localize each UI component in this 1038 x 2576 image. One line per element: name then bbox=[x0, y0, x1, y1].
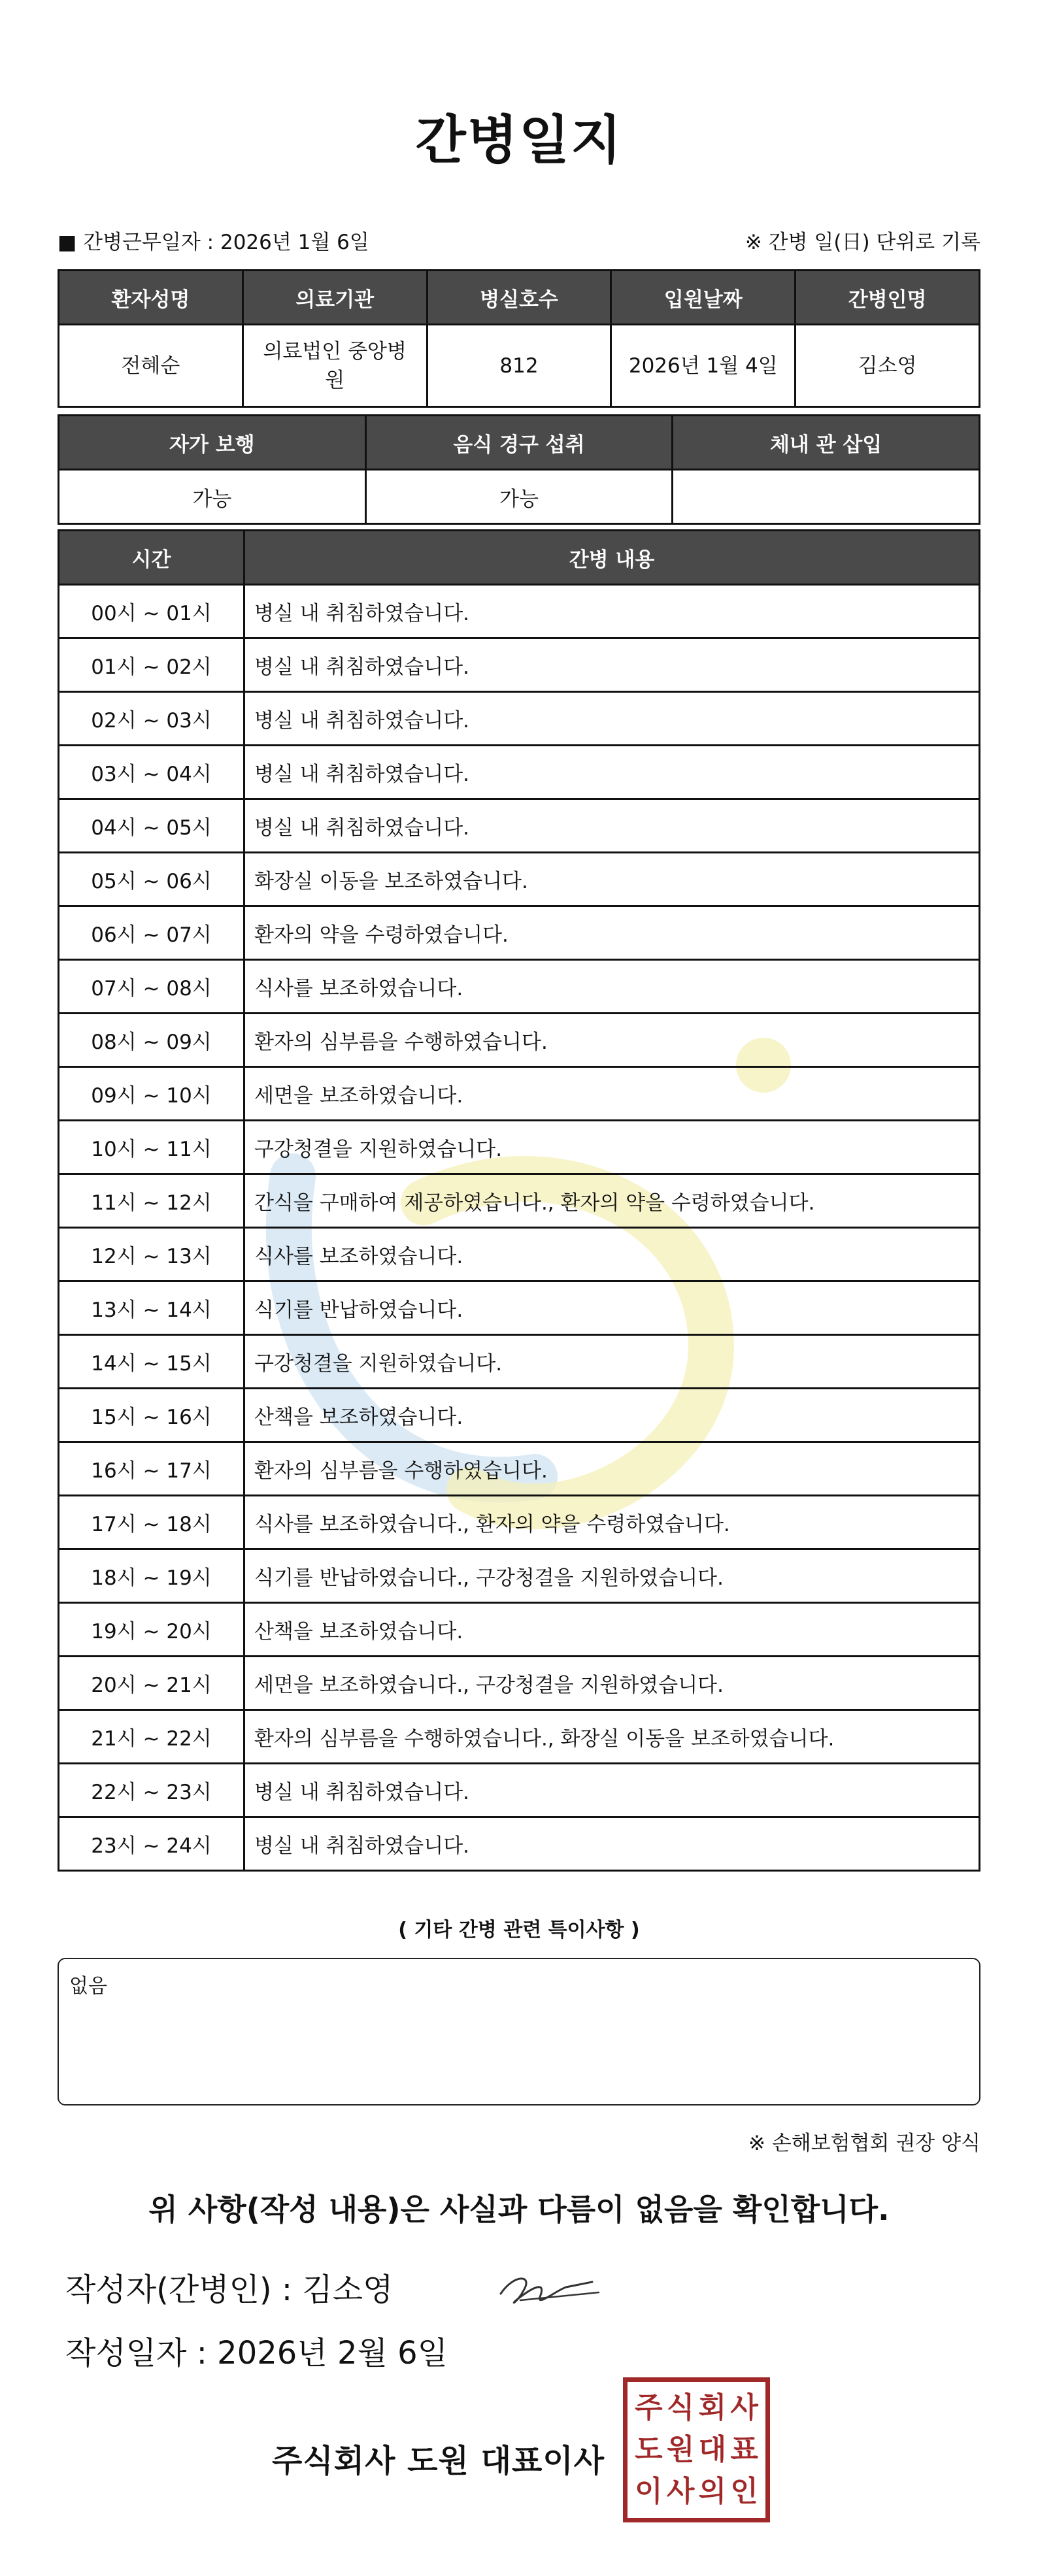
seal-char: 이 bbox=[635, 2475, 663, 2508]
special-notes-title: ( 기타 간병 관련 특이사항 ) bbox=[398, 1919, 640, 1941]
care-content-cell: 산책을 보조하였습니다. bbox=[244, 1603, 980, 1657]
seal-char: 식 bbox=[666, 2391, 695, 2424]
table-row bbox=[59, 585, 980, 638]
time-cell: 05시 ~ 06시 bbox=[59, 853, 244, 906]
table-row bbox=[59, 325, 980, 407]
time-cell: 23시 ~ 24시 bbox=[59, 1817, 244, 1871]
table-row bbox=[59, 1121, 980, 1174]
table-header-row bbox=[59, 271, 980, 325]
time-cell: 00시 ~ 01시 bbox=[59, 585, 244, 638]
time-cell: 16시 ~ 17시 bbox=[59, 1442, 244, 1496]
tube-value bbox=[673, 470, 980, 524]
header-hospital: 의료기관 bbox=[243, 271, 427, 325]
care-content-cell: 식사를 보조하였습니다., 환자의 약을 수령하였습니다. bbox=[244, 1496, 980, 1549]
care-content-cell: 병실 내 취침하였습니다. bbox=[244, 692, 980, 746]
time-cell: 22시 ~ 23시 bbox=[59, 1764, 244, 1817]
walking-value: 가능 bbox=[59, 470, 366, 524]
table-row bbox=[59, 1014, 980, 1067]
table-row bbox=[59, 1657, 980, 1710]
table-row bbox=[59, 906, 980, 960]
patient-name: 전혜순 bbox=[59, 325, 243, 407]
time-cell: 08시 ~ 09시 bbox=[59, 1014, 244, 1067]
writer-line: 작성자(간병인) : 김소영 bbox=[65, 2271, 393, 2308]
care-content-cell: 식사를 보조하였습니다. bbox=[244, 1228, 980, 1281]
seal-char: 회 bbox=[698, 2391, 727, 2424]
seal-char: 의 bbox=[698, 2475, 727, 2508]
time-cell: 14시 ~ 15시 bbox=[59, 1335, 244, 1389]
care-content-cell: 병실 내 취침하였습니다. bbox=[244, 638, 980, 692]
care-content-cell: 병실 내 취침하였습니다. bbox=[244, 799, 980, 853]
form-note: ※ 손해보험협회 권장 양식 bbox=[748, 2132, 980, 2155]
time-cell: 03시 ~ 04시 bbox=[59, 746, 244, 799]
time-cell: 01시 ~ 02시 bbox=[59, 638, 244, 692]
care-content-cell: 산책을 보조하였습니다. bbox=[244, 1389, 980, 1442]
care-content-cell: 환자의 심부름을 수행하였습니다. bbox=[244, 1014, 980, 1067]
care-content-cell: 구강청결을 지원하였습니다. bbox=[244, 1121, 980, 1174]
room-number: 812 bbox=[427, 325, 611, 407]
seal-char: 인 bbox=[730, 2475, 758, 2508]
table-row bbox=[59, 1603, 980, 1657]
time-cell: 21시 ~ 22시 bbox=[59, 1710, 244, 1764]
care-content-cell: 구강청결을 지원하였습니다. bbox=[244, 1335, 980, 1389]
table-row bbox=[59, 1389, 980, 1442]
time-cell: 11시 ~ 12시 bbox=[59, 1174, 244, 1228]
table-row bbox=[59, 960, 980, 1014]
header-room: 병실호수 bbox=[427, 271, 611, 325]
care-content-cell: 환자의 심부름을 수행하였습니다., 화장실 이동을 보조하였습니다. bbox=[244, 1710, 980, 1764]
care-content-cell: 화장실 이동을 보조하였습니다. bbox=[244, 853, 980, 906]
company-seal bbox=[623, 2377, 770, 2522]
header-care-content: 간병 내용 bbox=[244, 531, 980, 585]
time-cell: 20시 ~ 21시 bbox=[59, 1657, 244, 1710]
care-content-cell: 환자의 약을 수령하였습니다. bbox=[244, 906, 980, 960]
table-row bbox=[59, 1549, 980, 1603]
time-cell: 19시 ~ 20시 bbox=[59, 1603, 244, 1657]
time-cell: 02시 ~ 03시 bbox=[59, 692, 244, 746]
work-date: ■ 간병근무일자 : 2026년 1월 6일 bbox=[58, 231, 369, 254]
care-content-cell: 병실 내 취침하였습니다. bbox=[244, 746, 980, 799]
care-content-cell: 병실 내 취침하였습니다. bbox=[244, 1817, 980, 1871]
special-notes-box bbox=[58, 1958, 980, 2105]
table-row bbox=[59, 1710, 980, 1764]
header-oral-intake: 음식 경구 섭취 bbox=[365, 416, 673, 470]
time-cell: 04시 ~ 05시 bbox=[59, 799, 244, 853]
table-row bbox=[59, 1442, 980, 1496]
seal-char: 도 bbox=[635, 2433, 663, 2466]
time-cell: 09시 ~ 10시 bbox=[59, 1067, 244, 1121]
time-cell: 10시 ~ 11시 bbox=[59, 1121, 244, 1174]
header-caregiver: 간병인명 bbox=[795, 271, 980, 325]
header-admission-date: 입원날짜 bbox=[611, 271, 795, 325]
table-row bbox=[59, 799, 980, 853]
table-row bbox=[59, 1228, 980, 1281]
ability-table bbox=[58, 414, 980, 525]
time-cell: 06시 ~ 07시 bbox=[59, 906, 244, 960]
seal-char: 사 bbox=[666, 2475, 695, 2508]
table-row bbox=[59, 692, 980, 746]
time-cell: 17시 ~ 18시 bbox=[59, 1496, 244, 1549]
care-content-cell: 병실 내 취침하였습니다. bbox=[244, 1764, 980, 1817]
written-date: 작성일자 : 2026년 2월 6일 bbox=[65, 2335, 448, 2371]
table-header-row bbox=[59, 531, 980, 585]
signature-icon bbox=[494, 2268, 605, 2313]
care-content-cell: 병실 내 취침하였습니다. bbox=[244, 585, 980, 638]
unit-note: ※ 간병 일(日) 단위로 기록 bbox=[745, 231, 980, 254]
page-title: 간병일지 bbox=[415, 110, 623, 171]
time-cell: 15시 ~ 16시 bbox=[59, 1389, 244, 1442]
time-cell: 18시 ~ 19시 bbox=[59, 1549, 244, 1603]
table-row bbox=[59, 1281, 980, 1335]
table-row bbox=[59, 470, 980, 524]
table-row bbox=[59, 1496, 980, 1549]
time-cell: 07시 ~ 08시 bbox=[59, 960, 244, 1014]
seal-char: 주 bbox=[635, 2391, 663, 2424]
seal-char: 원 bbox=[666, 2433, 695, 2466]
hospital: 의료법인 중앙병원 bbox=[243, 325, 427, 407]
header-tube: 체내 관 삽입 bbox=[673, 416, 980, 470]
seal-char: 사 bbox=[730, 2391, 758, 2424]
header-walking: 자가 보행 bbox=[59, 416, 366, 470]
care-content-cell: 세면을 보조하였습니다., 구강청결을 지원하였습니다. bbox=[244, 1657, 980, 1710]
table-header-row bbox=[59, 416, 980, 470]
seal-char: 표 bbox=[730, 2433, 758, 2466]
care-content-cell: 간식을 구매하여 제공하였습니다., 환자의 약을 수령하였습니다. bbox=[244, 1174, 980, 1228]
care-content-cell: 환자의 심부름을 수행하였습니다. bbox=[244, 1442, 980, 1496]
table-row bbox=[59, 1764, 980, 1817]
table-row bbox=[59, 1335, 980, 1389]
admission-date: 2026년 1월 4일 bbox=[611, 325, 795, 407]
time-cell: 13시 ~ 14시 bbox=[59, 1281, 244, 1335]
header-time: 시간 bbox=[59, 531, 244, 585]
caregiver-name: 김소영 bbox=[795, 325, 980, 407]
company-name: 주식회사 도원 대표이사 bbox=[272, 2443, 605, 2479]
seal-char: 대 bbox=[698, 2433, 727, 2466]
table-row bbox=[59, 1067, 980, 1121]
patient-info-table bbox=[58, 269, 980, 408]
table-row bbox=[59, 638, 980, 692]
care-log-table bbox=[58, 529, 980, 1872]
table-row bbox=[59, 853, 980, 906]
care-content-cell: 세면을 보조하였습니다. bbox=[244, 1067, 980, 1121]
care-content-cell: 식기를 반납하였습니다., 구강청결을 지원하였습니다. bbox=[244, 1549, 980, 1603]
special-notes-text: 없음 bbox=[69, 1975, 107, 1998]
time-cell: 12시 ~ 13시 bbox=[59, 1228, 244, 1281]
oral-intake-value: 가능 bbox=[365, 470, 673, 524]
table-row bbox=[59, 746, 980, 799]
table-row bbox=[59, 1817, 980, 1871]
care-content-cell: 식기를 반납하였습니다. bbox=[244, 1281, 980, 1335]
table-row bbox=[59, 1174, 980, 1228]
header-patient-name: 환자성명 bbox=[59, 271, 243, 325]
confirmation-statement: 위 사항(작성 내용)은 사실과 다름이 없음을 확인합니다. bbox=[148, 2192, 890, 2227]
care-content-cell: 식사를 보조하였습니다. bbox=[244, 960, 980, 1014]
